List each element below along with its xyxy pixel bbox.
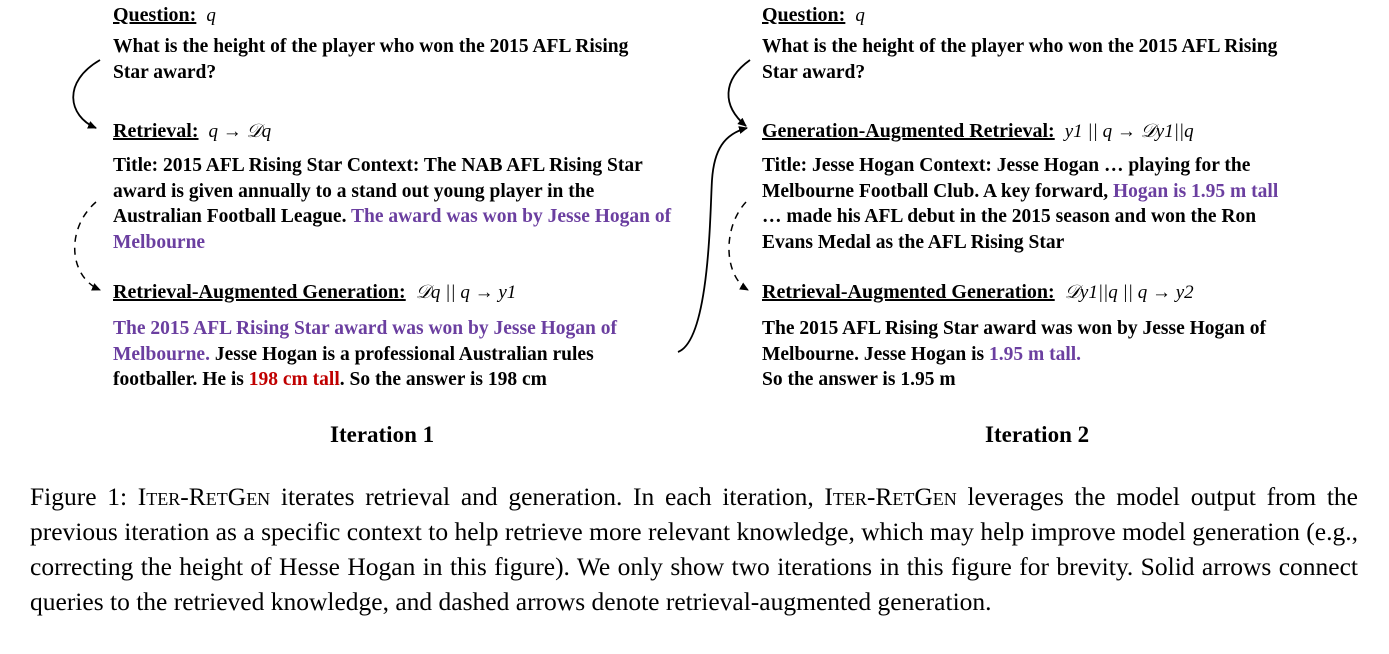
generated-answer-2: The 2015 AFL Rising Star award was won by Jesse Hogan of Melbourne. Jesse Hogan is 1.95 m tall. So the answer is 1.95 m (762, 318, 1266, 390)
retrieved-document-1: Title: 2015 AFL Rising Star Context: The NAB AFL Rising Star award is given annually to a stand out young player in the Australian Football League. The award was won by Jesse Hogan of Melbourne (113, 155, 672, 253)
question-text-2: What is the height of the player who won the 2015 AFL Rising Star award? (762, 36, 1278, 83)
solid-arrow-question-to-retrieval-1 (73, 60, 100, 128)
iteration-2-title: Iteration 2 (985, 422, 1090, 447)
retrieval-heading-1: Retrieval: q → 𝒟q (113, 120, 272, 142)
dashed-arrow-retrieval-to-generation-2 (729, 202, 748, 290)
generation-heading-1: Retrieval-Augmented Generation: 𝒟q || q → y1 (113, 281, 517, 303)
solid-arrow-output-to-retrieval-2 (678, 128, 747, 352)
question-text-1: What is the height of the player who won the 2015 AFL Rising Star award? (113, 36, 629, 83)
retrieval-heading-2: Generation-Augmented Retrieval: y1 || q → 𝒟y1||q (762, 120, 1194, 142)
dashed-arrow-retrieval-to-generation-1 (75, 202, 100, 290)
generation-heading-2: Retrieval-Augmented Generation: 𝒟y1||q || q → y2 (762, 281, 1194, 303)
generated-answer-1: The 2015 AFL Rising Star award was won by Jesse Hogan of Melbourne. Jesse Hogan is a professional Australian rules footballer. He is 198 cm tall. So the answer is 198 cm (113, 318, 617, 390)
question-heading-1: Question: q (113, 4, 216, 26)
figure-caption: Figure 1: Iter-RetGen iterates retrieval and generation. In each iteration, Iter-RetGen leverages the model output from the previous iteration as a specific context to help retrieve more relevant knowledge, which may help improve model generation (e.g., correcting the height of Hesse Hogan in this figure). We only show two iterations in this figure for brevity. Solid arrows connect queries to the retrieved knowledge, and dashed arrows denote retrieval-augmented generation. (30, 482, 1358, 616)
retrieved-document-2: Title: Jesse Hogan Context: Jesse Hogan … playing for the Melbourne Football Club. A key forward, Hogan is 1.95 m tall … made his AFL debut in the 2015 season and won the Ron Evans Medal as the AFL Rising Star (762, 155, 1279, 253)
iteration-1-title: Iteration 1 (330, 422, 435, 447)
solid-arrow-question-to-retrieval-2 (728, 60, 750, 126)
question-heading-2: Question: q (762, 4, 865, 26)
